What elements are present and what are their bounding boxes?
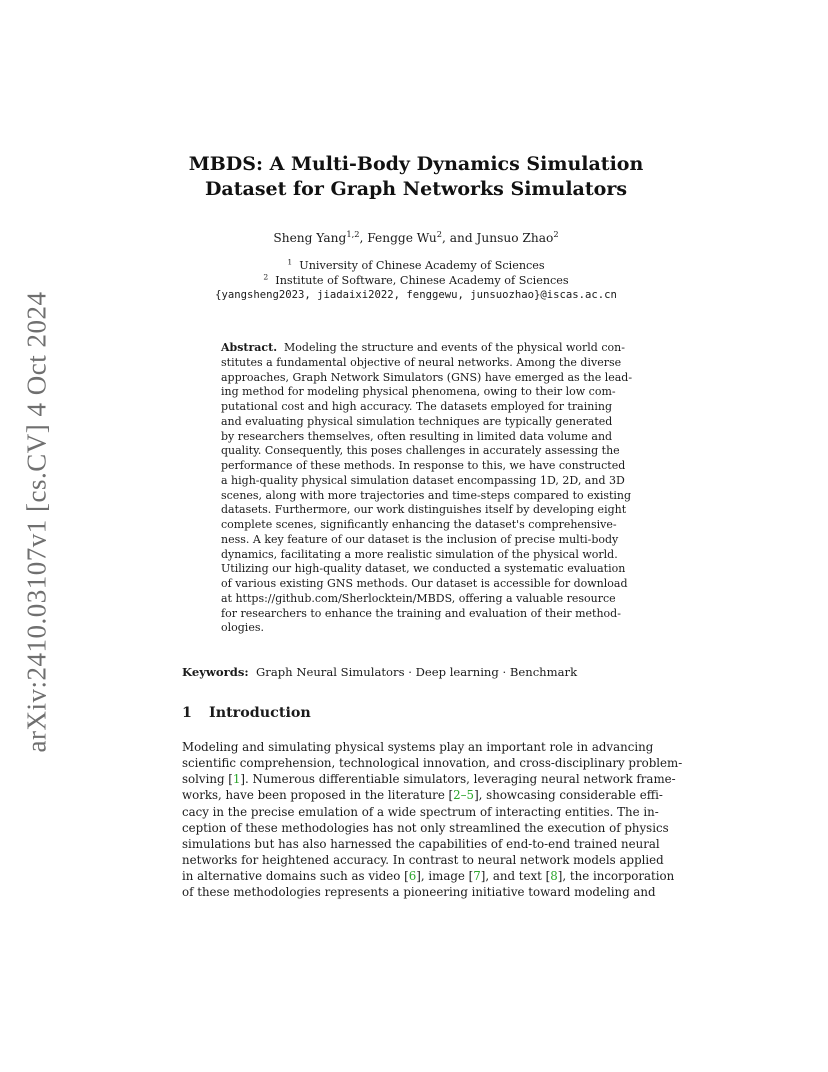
introduction-text-run: scientific comprehension, technological innovation, and cross-disciplinary problem-: [182, 756, 683, 771]
abstract-text: at https://github.com/Sherlocktein/MBDS, offering a valuable resource: [221, 591, 616, 605]
abstract-text: putational cost and high accuracy. The datasets employed for training: [221, 400, 612, 413]
title-line: Dataset for Graph Networks Simulators: [204, 178, 628, 200]
abstract-text: approaches, Graph Network Simulators (GNS) have emerged as the lead-: [221, 370, 633, 384]
section-heading: [182, 705, 311, 721]
introduction-text-run: of these methodologies represents a pioneering initiative toward modeling and: [182, 885, 656, 900]
abstract-line: [221, 488, 632, 504]
abstract-line: [221, 606, 621, 622]
abstract-line: [221, 547, 618, 563]
abstract-text: dynamics, facilitating a more realistic simulation of the physical world.: [221, 547, 618, 561]
introduction-text-run: ]. Numerous differentiable simulators, leveraging neural network frame-: [240, 772, 676, 787]
title-line: MBDS: A Multi-Body Dynamics Simulation: [188, 153, 644, 175]
introduction-text-run: ], image [: [416, 869, 474, 884]
author-affiliation-mark: 2: [553, 228, 559, 239]
introduction-line: [182, 836, 660, 852]
abstract-line: [221, 400, 612, 415]
abstract-line: [221, 430, 612, 445]
introduction-text: [182, 739, 683, 901]
citation-link[interactable]: 6: [408, 869, 417, 884]
abstract-text: ing method for modeling physical phenomena, owing to their low com-: [221, 385, 616, 399]
introduction-text-run: cacy in the precise emulation of a wide spectrum of interacting entities. The in-: [182, 804, 659, 819]
abstract-text: performance of these methods. In response to this, we have constructed: [221, 459, 626, 472]
abstract-text: of various existing GNS methods. Our dataset is accessible for download: [221, 577, 628, 590]
introduction-text-run: networks for heightened accuracy. In contrast to neural network models applied: [182, 853, 664, 868]
introduction-text-run: ], and text [: [480, 869, 551, 884]
keywords-label: Keywords:: [182, 665, 249, 679]
abstract-text: Modeling the structure and events of the physical world con-: [284, 341, 625, 354]
abstract-text: Utilizing our high-quality dataset, we conducted a systematic evaluation: [221, 562, 626, 576]
introduction-line: [182, 755, 683, 771]
introduction-line: [182, 820, 669, 836]
keywords-text: Graph Neural Simulators · Deep learning · Benchmark: [256, 665, 578, 679]
introduction-text-run: solving [: [182, 772, 233, 787]
author-affiliation-mark: 2: [436, 228, 442, 239]
introduction-text-run: ], the incorporation: [557, 869, 675, 884]
introduction-line: [182, 804, 659, 820]
abstract-line: [221, 562, 626, 577]
introduction-line: [182, 771, 676, 787]
author-name: Junsuo Zhao: [476, 231, 554, 245]
author-name: Fengge Wu: [367, 231, 437, 245]
introduction-text-run: simulations but has also harnessed the capabilities of end-to-end trained neural: [182, 836, 660, 851]
abstract-line: [221, 415, 612, 430]
introduction-line: [182, 868, 675, 884]
citation-link[interactable]: 7: [473, 869, 481, 884]
affiliation-name: University of Chinese Academy of Sciences: [299, 259, 545, 272]
abstract-line: [221, 577, 628, 592]
abstract-line: [221, 459, 626, 474]
author-list: [150, 229, 682, 247]
abstract-text: datasets. Furthermore, our work distinguishes itself by developing eight: [221, 503, 627, 517]
author-name: Sheng Yang: [273, 231, 347, 245]
abstract-line: [221, 473, 625, 489]
abstract-text: ologies.: [221, 621, 264, 635]
introduction-text-run: ], showcasing considerable effi-: [474, 788, 663, 803]
abstract-text: a high-quality physical simulation dataset encompassing 1D, 2D, and 3D: [221, 473, 625, 487]
abstract-text: by researchers themselves, often resulting in limited data volume and: [221, 429, 613, 443]
abstract-line: [221, 532, 619, 548]
abstract-label: Abstract.: [221, 341, 278, 354]
section-number: 1: [182, 705, 192, 721]
abstract-text: stitutes a fundamental objective of neural networks. Among the diverse: [221, 355, 622, 369]
affiliation-number: 1: [287, 257, 293, 267]
introduction-line: [182, 739, 654, 755]
abstract-line: [221, 444, 620, 459]
abstract-line: [221, 355, 622, 371]
author-separator: ,: [359, 231, 368, 245]
affiliation-line: [150, 273, 682, 288]
abstract-text: quality. Consequently, this poses challenges in accurately assessing the: [221, 444, 620, 458]
introduction-text-run: in alternative domains such as video [: [182, 869, 409, 884]
affiliation-line: [150, 258, 682, 273]
abstract-text: scenes, along with more trajectories and time-steps compared to existing: [221, 488, 632, 502]
introduction-text-run: works, have been proposed in the literature [: [182, 788, 454, 803]
keywords: [182, 664, 577, 680]
arxiv-identifier: arXiv:2410.03107v1 [cs.CV] 4 Oct 2024: [21, 291, 52, 753]
abstract-line: [221, 341, 625, 356]
abstract-text: and evaluating physical simulation techniques are typically generated: [221, 414, 613, 428]
affiliation-name: Institute of Software, Chinese Academy of Sciences: [275, 274, 569, 287]
introduction-line: [182, 884, 656, 900]
abstract-line: [221, 621, 612, 636]
abstract-line: [221, 385, 616, 400]
abstract-text: complete scenes, significantly enhancing the dataset's comprehensive-: [221, 518, 617, 531]
section-title: Introduction: [209, 705, 311, 721]
citation-link[interactable]: 8: [550, 869, 558, 884]
abstract-line: [221, 503, 627, 518]
author-emails: {yangsheng2023, jiadaixi2022, fenggewu, junsuozhao}@iscas.ac.cn: [215, 289, 617, 301]
introduction-line: [182, 852, 664, 868]
introduction-text-run: ception of these methodologies has not only streamlined the execution of physics: [182, 820, 669, 835]
paper-title: [150, 152, 682, 202]
citation-link[interactable]: 2–5: [453, 788, 475, 803]
affiliation-number: 2: [263, 272, 269, 282]
abstract-line: [221, 370, 633, 386]
abstract-line: [221, 518, 617, 533]
citation-link[interactable]: 1: [232, 772, 241, 787]
abstract-line: [221, 591, 616, 607]
introduction-line: [182, 787, 663, 803]
abstract-text: ness. A key feature of our dataset is the inclusion of precise multi-body: [221, 532, 619, 546]
abstract-text: for researchers to enhance the training and evaluation of their method-: [221, 606, 621, 620]
introduction-text-run: Modeling and simulating physical systems play an important role in advancing: [182, 740, 654, 754]
abstract: [221, 341, 633, 636]
author-separator: , and: [441, 231, 477, 245]
affiliations: [150, 258, 682, 303]
author-affiliation-mark: 1,2: [346, 228, 360, 239]
